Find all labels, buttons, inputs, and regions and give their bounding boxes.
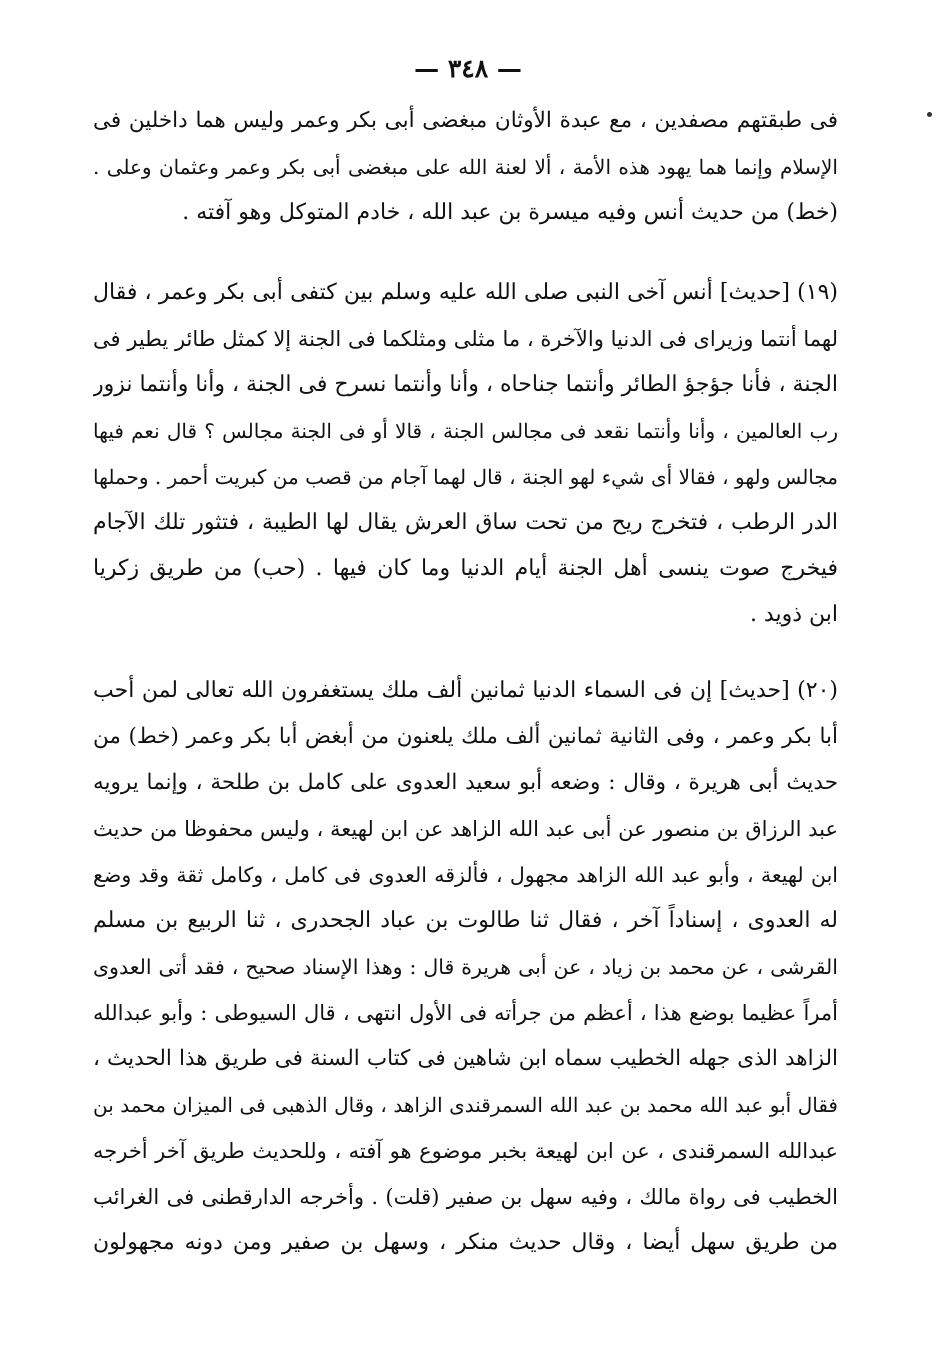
text-line: رب العالمين ، وأنا وأنتما نقعد فى مجالس الجنة ، قالا أو فى الجنة مجالس ؟ قال نعم فيها bbox=[93, 419, 838, 443]
text-line: الجنة ، فأنا جؤجؤ الطائر وأنتما جناحاه ، وأنا وأنتما نسرح فى الجنة ، وأنا وأنتما نزور bbox=[93, 372, 838, 397]
text-line: (٢٠) [حديث] إن فى السماء الدنيا ثمانين ألف ملك يستغفرون الله تعالى لمن أحب bbox=[93, 678, 838, 703]
text-line: (خط) من حديث أنس وفيه ميسرة بن عبد الله ، خادم المتوكل وهو آفته . bbox=[182, 200, 838, 225]
page-number: — ٣٤٨ — bbox=[414, 54, 522, 83]
text-line: عبد الرزاق بن منصور عن أبى عبد الله الزاهد عن ابن لهيعة ، وليس محفوظا من حديث bbox=[93, 817, 838, 841]
text-line: أبا بكر وعمر ، وفى الثانية ثمانين ألف ملك يلعنون من أبغض أبا بكر وعمر (خط) من bbox=[93, 724, 838, 749]
text-line: فقال أبو عبد الله محمد بن عبد الله السمرقندى الزاهد ، وقال الذهبى فى الميزان محمد بن bbox=[93, 1093, 838, 1117]
text-line: حديث أبى هريرة ، وقال : وضعه أبو سعيد العدوى على كامل بن طلحة ، وإنما يرويه bbox=[93, 770, 838, 795]
margin-dot bbox=[927, 112, 932, 117]
paragraph-hadith-19 bbox=[93, 270, 838, 638]
text-line: الإسلام وإنما هما يهود هذه الأمة ، ألا لعنة الله على مبغضى أبى بكر وعمر وعثمان وعلى . bbox=[93, 155, 838, 179]
text-line: ابن لهيعة ، وأبو عبد الله الزاهد مجهول ، فألزقه العدوى فى كامل ، وكامل ثقة وقد وضع bbox=[93, 863, 838, 887]
text-line: الزاهد الذى جهله الخطيب سماه ابن شاهين فى كتاب السنة فى طريق هذا الحديث ، bbox=[93, 1046, 838, 1071]
text-line: مجالس ولهو ، فقالا أى شيء لهو الجنة ، قال لهما آجام من قصب من كبريت أحمر . وحملها bbox=[93, 465, 838, 489]
text-line: له العدوى ، إسناداً آخر ، فقال ثنا طالوت بن عباد الجحدرى ، ثنا الربيع بن مسلم bbox=[93, 908, 838, 933]
text-line: (١٩) [حديث] أنس آخى النبى صلى الله عليه وسلم بين كتفى أبى بكر وعمر ، فقال bbox=[93, 280, 838, 305]
text-line: فى طبقتهم مصفدين ، مع عبدة الأوثان مبغضى أبى بكر وعمر وليس هما داخلين فى bbox=[93, 108, 838, 133]
text-line: من طريق سهل أيضا ، وقال حديث منكر ، وسهل بن صفير ومن دونه مجهولون bbox=[93, 1230, 838, 1255]
text-line: الدر الرطب ، فتخرج ريح من تحت ساق العرش يقال لها الطيبة ، فتثور تلك الآجام bbox=[93, 510, 838, 535]
text-line: عبدالله السمرقندى ، عن ابن لهيعة بخبر موضوع هو آفته ، وللحديث طريق آخر أخرجه bbox=[93, 1139, 838, 1163]
paragraph-1 bbox=[93, 98, 838, 236]
text-line: القرشى ، عن محمد بن زياد ، عن أبى هريرة قال : وهذا الإسناد صحيح ، فقد أتى العدوى bbox=[93, 955, 838, 979]
text-line: الخطيب فى رواة مالك ، وفيه سهل بن صفير (قلت) . وأخرجه الدارقطنى فى الغرائب bbox=[93, 1185, 838, 1209]
text-line: أمراً عظيما بوضع هذا ، أعظم من جرأته فى الأول انتهى ، قال السيوطى : وأبو عبدالله bbox=[93, 1001, 838, 1025]
text-line: فيخرج صوت ينسى أهل الجنة أيام الدنيا وما كان فيها . (حب) من طريق زكريا bbox=[93, 556, 838, 581]
text-line: لهما أنتما وزيراى فى الدنيا والآخرة ، ما مثلى ومثلكما فى الجنة إلا كمثل طائر يطير فى bbox=[93, 327, 838, 351]
paragraph-hadith-20 bbox=[93, 668, 838, 1266]
text-line: ابن ذويد . bbox=[749, 602, 838, 627]
